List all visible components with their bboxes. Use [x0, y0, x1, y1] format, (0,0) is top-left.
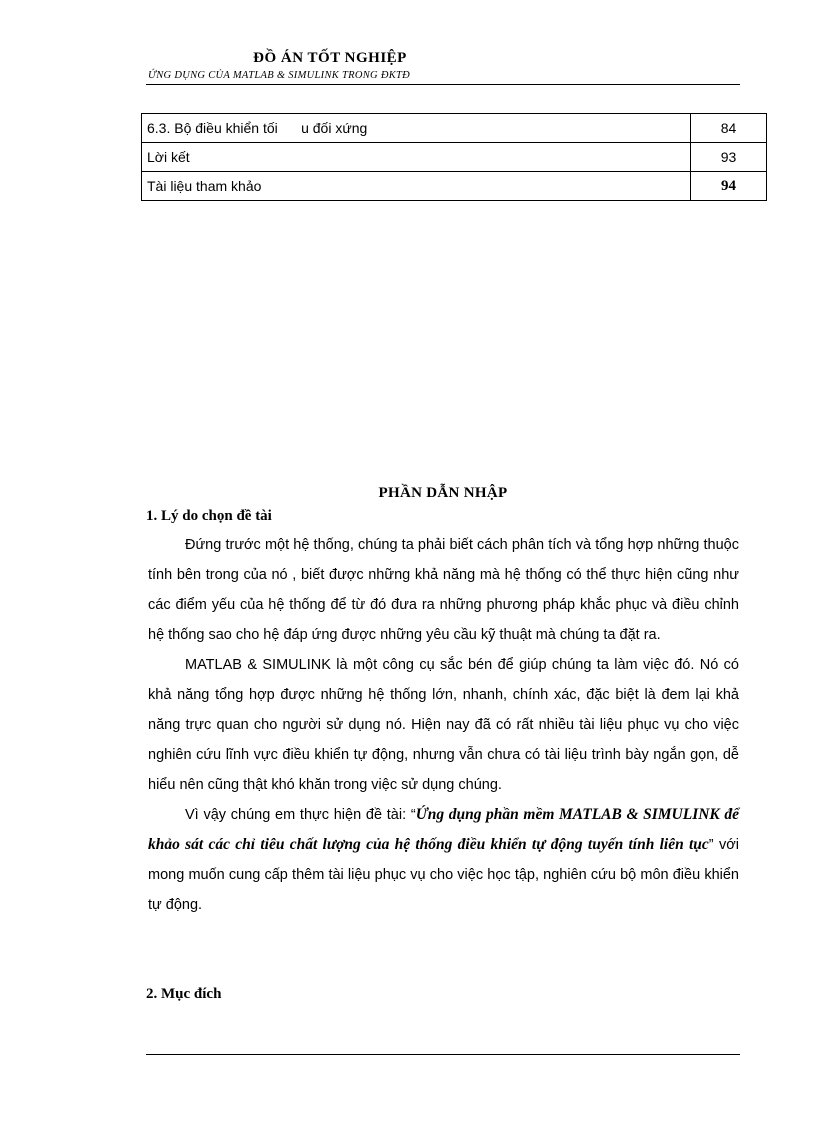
- heading-purpose: 2. Mục đích: [146, 986, 222, 1002]
- toc-label: 6.3. Bộ điều khiển tối u đối xứng: [142, 114, 691, 143]
- toc-page-number: 84: [691, 114, 767, 143]
- paragraph-topic: [148, 800, 739, 920]
- toc-page-number: 94: [691, 172, 767, 201]
- body-text: [148, 530, 739, 920]
- footer-divider: [146, 1054, 740, 1055]
- header-divider: [146, 84, 740, 85]
- toc-page-number: 93: [691, 143, 767, 172]
- table-row: [142, 114, 767, 143]
- toc-label: Tài liệu tham khảo: [142, 172, 691, 201]
- table-of-contents: [141, 113, 767, 201]
- paragraph-matlab: MATLAB & SIMULINK là một công cụ sắc bén để giúp chúng ta làm việc đó. Nó có khả năng tổng hợp được những hệ thống lớn, nhanh, chính xác, đặc biệt là đem lại khả năng trực quan cho người sử dụng nó. Hiện nay đã có rất nhiều tài liệu phục vụ cho việc nghiên cứu lĩnh vực điều khiển tự động, nhưng vẫn chưa có tài liệu trình bày ngắn gọn, dễ hiểu nên cũng thật khó khăn trong việc sử dụng chúng.: [148, 657, 739, 793]
- topic-title: Ứng dụng phần mềm MATLAB & SIMULINK để khảo sát các chỉ tiêu chất lượng của hệ thống điều khiển tự động tuyến tính liên tục: [148, 806, 739, 853]
- heading-reason: 1. Lý do chọn đề tài: [146, 508, 272, 524]
- section-title: PHẦN DẪN NHẬP: [378, 485, 508, 501]
- header-title: ĐỒ ÁN TỐT NGHIỆP: [253, 50, 407, 66]
- toc-label: Lời kết: [142, 143, 691, 172]
- topic-purpose: ” với mong muốn cung cấp thêm tài liệu phục vụ cho việc học tập, nghiên cứu bộ môn điều khiển tự động.: [148, 837, 740, 913]
- paragraph-reason: Đứng trước một hệ thống, chúng ta phải biết cách phân tích và tổng hợp những thuộc tính bên trong của nó , biết được những khả năng mà hệ thống có thể thực hiện cũng như các điểm yếu của hệ thống để từ đó đưa ra những phương pháp khắc phục và điều chỉnh hệ thống sao cho hệ đáp ứng được những yêu cầu kỹ thuật mà chúng ta đặt ra.: [148, 537, 739, 643]
- header-subtitle: ỨNG DỤNG CỦA MATLAB & SIMULINK TRONG ĐKTĐ: [148, 70, 411, 81]
- table-row: [142, 172, 767, 201]
- topic-intro: Vì vậy chúng em thực hiện đề tài: “: [185, 807, 416, 823]
- table-row: [142, 143, 767, 172]
